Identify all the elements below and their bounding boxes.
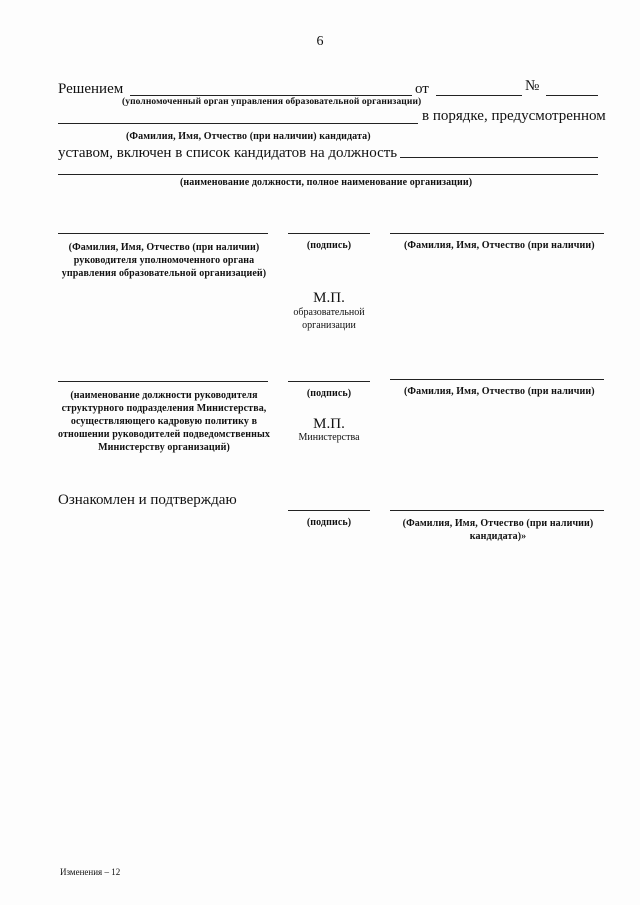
- block1-stamp: М.П.: [313, 290, 345, 306]
- position-full-line: [58, 174, 598, 175]
- block1-signature-caption: (подпись): [306, 240, 352, 251]
- candidate-caption: (Фамилия, Имя, Отчество (при наличии) кандидата): [126, 131, 371, 142]
- block1-left-line: [58, 233, 268, 234]
- organ-caption: (уполномоченный орган управления образовательной организации): [122, 97, 422, 107]
- block1-left-caption: (Фамилия, Имя, Отчество (при наличии) руководителя уполномоченного органа управления образовательной организацией): [61, 242, 267, 279]
- block2-left-line: [58, 381, 268, 382]
- block2-right-caption: (Фамилия, Имя, Отчество (при наличии): [404, 386, 595, 397]
- block2-stamp: М.П.: [313, 416, 345, 432]
- charter-text: уставом, включен в список кандидатов на должность: [58, 145, 398, 161]
- block2-middle-line: [288, 381, 370, 382]
- block1-middle-line: [288, 233, 370, 234]
- block2-left-caption: (наименование должности руководителя структурного подразделения Министерства, осуществляющего кадровую политику в отношении руководителей подведомственных Министерству организаций): [58, 390, 270, 453]
- candidate-blank-line: [58, 123, 418, 124]
- block3-right-caption: (Фамилия, Имя, Отчество (при наличии) кандидата)»: [402, 518, 594, 542]
- block3-signature-caption: (подпись): [306, 517, 352, 528]
- block1-right-caption: (Фамилия, Имя, Отчество (при наличии): [404, 240, 595, 251]
- from-label: от: [415, 81, 429, 97]
- number-blank-line: [546, 95, 598, 96]
- position-blank-line: [400, 157, 598, 158]
- block1-right-line: [390, 233, 604, 234]
- block2-right-line: [390, 379, 604, 380]
- acknowledgement-heading: Ознакомлен и подтверждаю: [58, 492, 237, 508]
- block2-stamp-sub: Министерства: [298, 432, 360, 443]
- block2-signature-caption: (подпись): [306, 388, 352, 399]
- order-text: в порядке, предусмотренном: [422, 108, 606, 124]
- block1-stamp-sub: образовательной организации: [293, 307, 365, 331]
- block3-right-line: [390, 510, 604, 511]
- decision-word: Решением: [58, 81, 124, 97]
- block3-middle-line: [288, 510, 370, 511]
- number-sign: №: [525, 78, 540, 94]
- date-blank-line: [436, 95, 522, 96]
- organ-blank-line: [130, 95, 412, 96]
- changes-footer: Изменения – 12: [60, 867, 121, 877]
- page-number: 6: [316, 34, 324, 49]
- position-caption: (наименование должности, полное наименование организации): [180, 177, 473, 188]
